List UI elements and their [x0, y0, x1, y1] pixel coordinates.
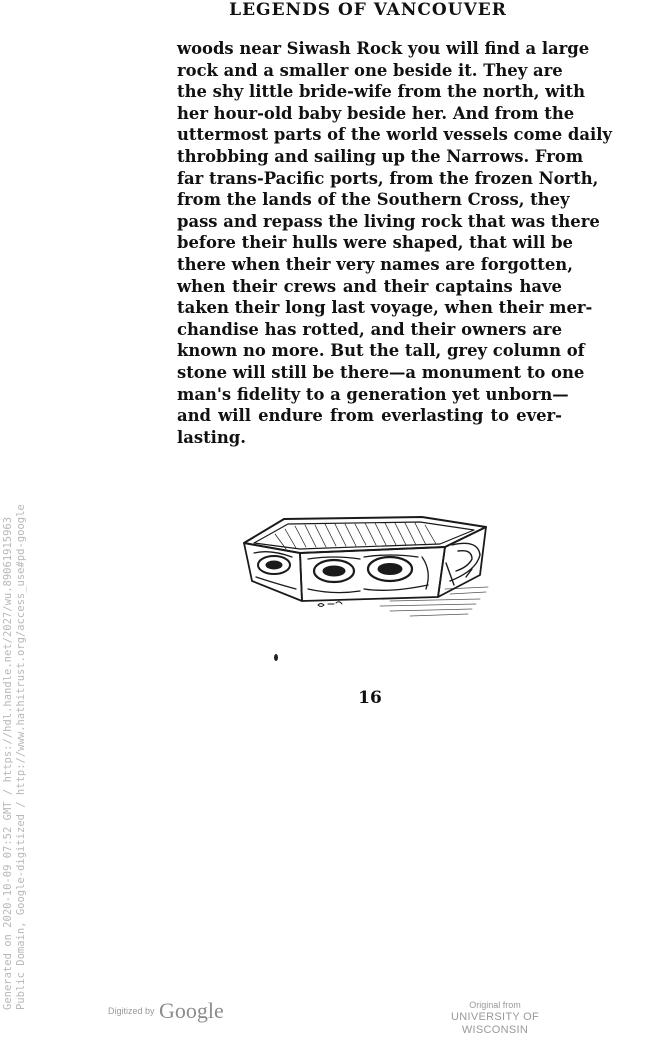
- original-from: [420, 1000, 570, 1037]
- original-from-label: Original from: [469, 1000, 521, 1010]
- text-line: there when their very names are forgotten,: [177, 254, 573, 274]
- text-line: man's fidelity to a generation yet unborn—: [177, 384, 569, 404]
- text-line: from the lands of the Southern Cross, they: [177, 190, 570, 210]
- side-stamp-line: Public Domain, Google-digitized / http://www.hathitrust.org/access_use#pd-google: [15, 504, 27, 1010]
- university-label: UNIVERSITY OF WISCONSIN: [450, 1011, 540, 1036]
- text-line: far trans-Pacific ports, from the frozen North,: [177, 168, 599, 188]
- text-line: lasting.: [177, 427, 246, 447]
- page-number: 16: [358, 688, 382, 708]
- text-line: rock and a smaller one beside it. They are: [177, 60, 563, 80]
- text-line: the shy little bride-wife from the north, with: [177, 82, 585, 102]
- text-line: when their crews and their captains have: [177, 276, 562, 296]
- digitized-by-google: [108, 998, 224, 1024]
- text-line: woods near Siwash Rock you will find a large: [177, 39, 590, 58]
- text-line: uttermost parts of the world vessels come daily: [177, 125, 612, 145]
- body-text: [177, 38, 612, 448]
- digitized-by-label: Digitized by: [108, 1006, 155, 1016]
- running-title: LEGENDS OF VANCOUVER: [229, 0, 507, 20]
- text-line: known no more. But the tall, grey column of: [177, 341, 585, 361]
- text-line: her hour-old baby beside her. And from the: [177, 103, 575, 123]
- side-stamp: [2, 504, 28, 1010]
- google-logo: Google: [158, 998, 224, 1023]
- text-line: before their hulls were shaped, that will be: [177, 233, 573, 253]
- carved-wooden-box-icon: [240, 505, 500, 625]
- text-line: taken their long last voyage, when their mer-: [177, 298, 593, 318]
- text-line: chandise has rotted, and their owners are: [177, 319, 562, 339]
- text-line: pass and repass the living rock that was there: [177, 211, 600, 231]
- ink-speck: [274, 654, 278, 661]
- text-line: stone will still be there—a monument to one: [177, 362, 585, 382]
- side-stamp-line: Generated on 2020-10-09 07:52 GMT / https://hdl.handle.net/2027/wu.89061915963: [2, 516, 14, 1010]
- text-line: throbbing and sailing up the Narrows. From: [177, 146, 584, 166]
- text-line: and will endure from everlasting to ever-: [177, 406, 562, 426]
